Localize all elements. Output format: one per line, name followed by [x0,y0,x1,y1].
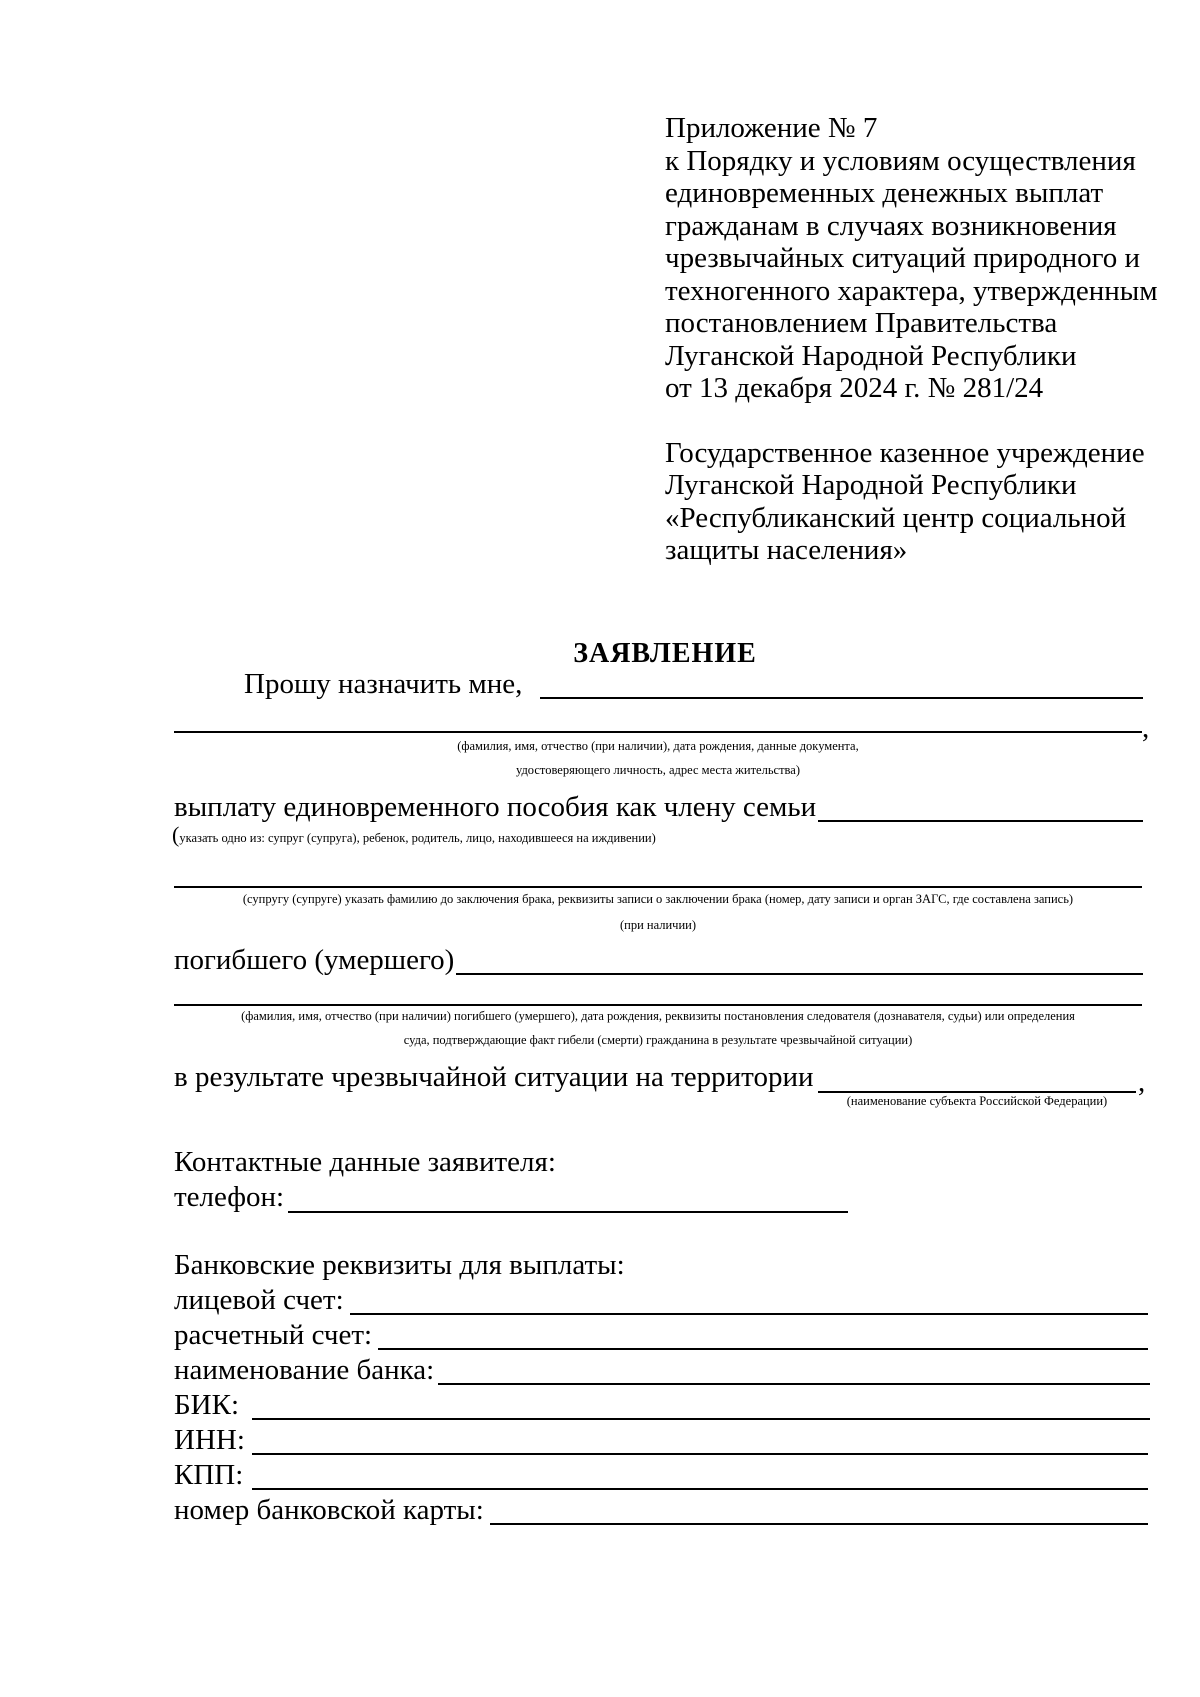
bank-card-label: номер банковской карты: [174,1494,484,1526]
appendix-line: единовременных денежных выплат [665,177,1104,209]
appendix-line: к Порядку и условиям осуществления [665,144,1136,177]
document-title: ЗАЯВЛЕНИЕ [573,638,757,669]
inn-label: ИНН: [174,1424,245,1456]
applicant-caption-2: удостоверяющего личность, адрес места жительства) [515,763,800,777]
appendix-line: техногенного характера, утвержденным [665,274,1158,307]
personal-account-label: лицевой счет: [174,1284,344,1316]
deceased-name-line[interactable] [456,973,1143,975]
bank-name-label: наименование банка: [174,1354,435,1386]
relation-hint [172,822,656,848]
phone-label: телефон: [174,1181,285,1213]
deceased-details-line[interactable] [174,1004,1142,1006]
request-label: Прошу назначить мне, [244,668,523,700]
family-relation-line[interactable] [818,820,1143,822]
marriage-caption-1: (супругу (супруге) указать фамилию до заключения брака, реквизиты записи о заключении брака (номер, дату записи и орган ЗАГС, где составлена запись) [242,892,1074,906]
bank-card-line[interactable] [490,1523,1148,1525]
marriage-caption-2: (при наличии) [619,918,697,932]
deceased-label: погибшего (умершего) [174,944,455,976]
appendix-line: Приложение № 7 [665,112,878,144]
applicant-data-line[interactable] [174,731,1142,733]
marriage-details-line[interactable] [174,886,1142,888]
deceased-caption-2: суда, подтверждающие факт гибели (смерти) гражданина в результате чрезвычайной ситуации) [403,1033,913,1047]
bik-line[interactable] [252,1418,1150,1420]
deceased-caption-1: (фамилия, имя, отчество (при наличии) погибшего (умершего), дата рождения, реквизиты постановления следователя (дознавателя, судьи) или определения [241,1009,1075,1023]
relation-hint-paren: ( [172,822,180,847]
appendix-line: от 13 декабря 2024 г. № 281/24 [665,372,1044,404]
phone-line[interactable] [288,1211,848,1213]
inn-line[interactable] [252,1453,1148,1455]
kpp-label: КПП: [174,1459,244,1491]
bank-heading: Банковские реквизиты для выплаты: [174,1249,625,1281]
territory-caption: (наименование субъекта Российской Федерации) [846,1094,1108,1108]
payment-label: выплату единовременного пособия как члену семьи [174,791,817,823]
applicant-caption-1: (фамилия, имя, отчество (при наличии), дата рождения, данные документа, [457,739,859,753]
contacts-heading: Контактные данные заявителя: [174,1146,556,1178]
territory-label: в результате чрезвычайной ситуации на территории [174,1061,814,1093]
recipient-line: «Республиканский центр социальной [665,501,1127,534]
bik-label: БИК: [174,1389,239,1421]
applicant-name-line[interactable] [540,697,1143,699]
relation-hint-text: указать одно из: супруг (супруга), ребенок, родитель, лицо, находившееся на иждивении) [179,831,656,845]
settlement-account-label: расчетный счет: [174,1319,373,1351]
personal-account-line[interactable] [350,1313,1148,1315]
bank-name-line[interactable] [438,1383,1150,1385]
comma: , [1138,1066,1146,1098]
appendix-header [665,112,1185,567]
recipient-line: защиты населения» [665,534,908,566]
recipient-line: Луганской Народной Республики [665,469,1077,501]
settlement-account-line[interactable] [378,1348,1148,1350]
appendix-line: Луганской Народной Республики [665,339,1077,372]
kpp-line[interactable] [252,1488,1148,1490]
appendix-line: гражданам в случаях возникновения [665,209,1117,242]
recipient-line: Государственное казенное учреждение [665,436,1145,469]
appendix-line: постановлением Правительства [665,307,1058,339]
appendix-line: чрезвычайных ситуаций природного и [665,242,1141,274]
comma: , [1142,712,1150,744]
